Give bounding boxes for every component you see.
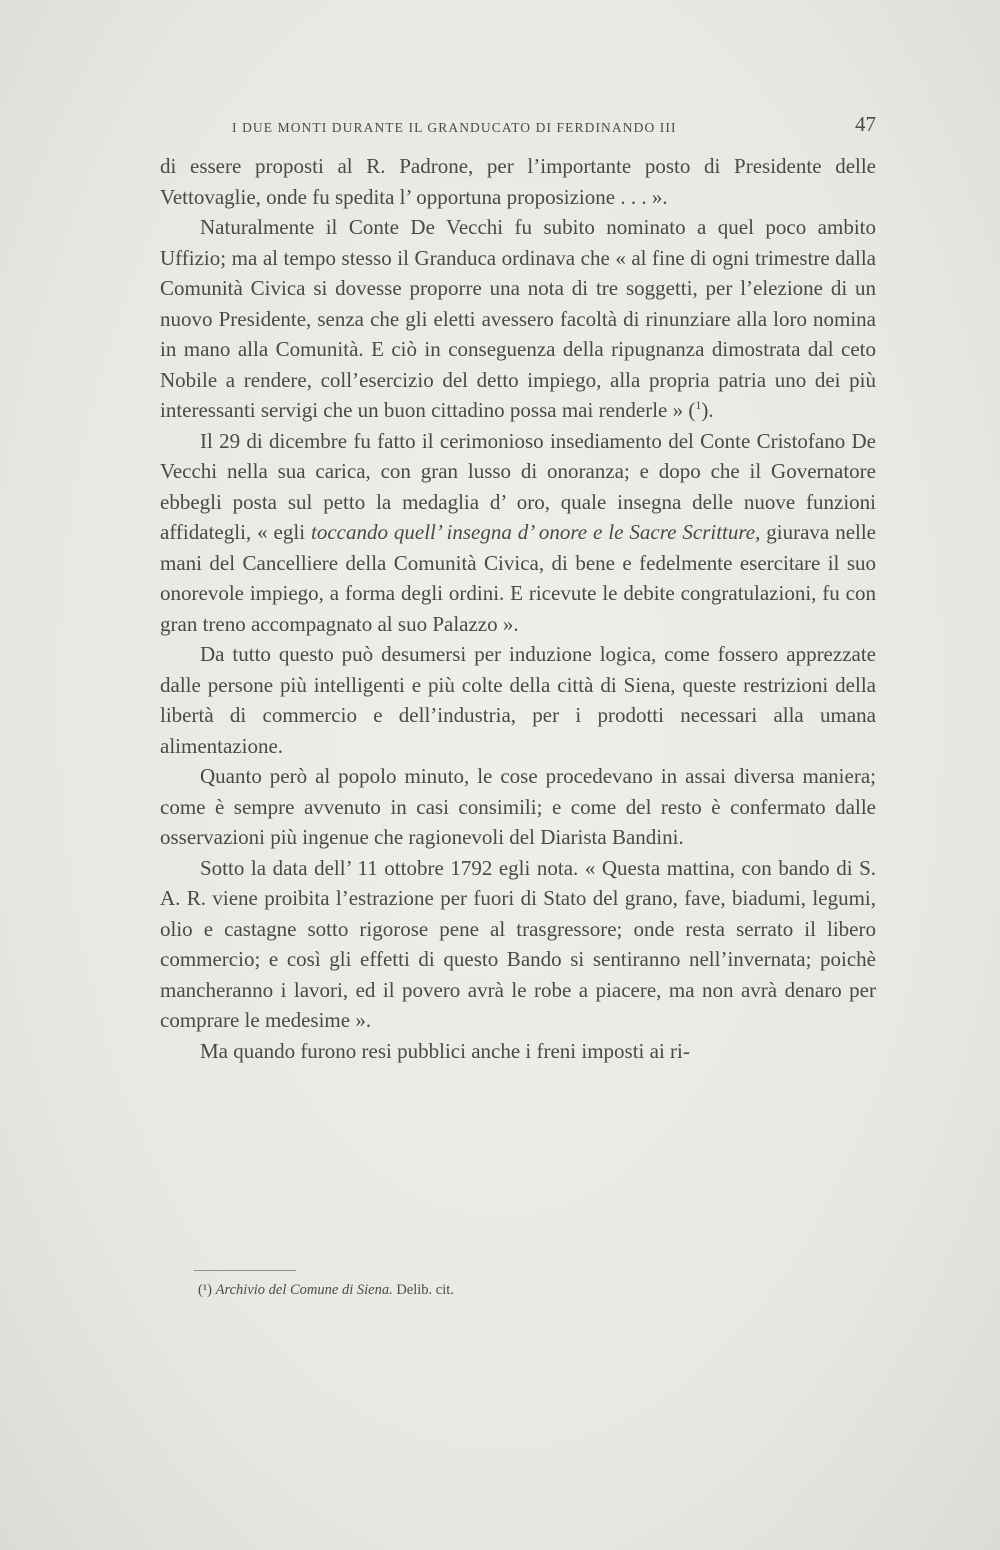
running-head [160, 112, 876, 142]
footnote-source: Archivio del Comune di Siena. [215, 1282, 393, 1298]
page-number: 47 [855, 112, 876, 136]
footnote-marker: (¹) [198, 1282, 213, 1298]
paragraph-3 [160, 426, 876, 640]
footnote-ref-text: Delib. cit. [396, 1282, 454, 1298]
paragraph-7: Ma quando furono resi pubblici anche i freni imposti ai ri- [200, 1038, 690, 1063]
paragraph-3-before: Il 29 di dicembre fu fatto il cerimonioso insediamento del Conte Cristofano De Vecchi nella sua carica, con gran lusso di onoranza; e dopo che il Governatore ebbegli posta sul petto la medaglia d’ oro, quale insegna delle nuove funzioni affidategli, « egli [160, 428, 876, 544]
paragraph-4: Da tutto questo può desumersi per induzione logica, come fossero apprezzate dalle persone più intelligenti e più colte della città di Siena, queste restrizioni della libertà di commercio e dell’industria, per i prodotti necessari alla umana alimentazione. [160, 642, 876, 758]
footnote [198, 1282, 858, 1299]
footnote-ref: 1 [695, 398, 702, 412]
paragraph-5: Quanto però al popolo minuto, le cose procedevano in assai diversa maniera; come è sempre avvenuto in casi consimili; e come del resto è confermato dalle osservazioni più ingenue che ragionevoli del Diarista Bandini. [160, 764, 876, 849]
paragraph-3-after: giurava nelle mani del Cancelliere della Comunità Civica, di bene e fedelmente esercitare il suo onorevole impiego, a forma degli ordini. E ricevute le debite congratulazioni, fu con gran treno accompagnato al suo Palazzo ». [160, 520, 877, 636]
paragraph-2 [160, 212, 876, 426]
running-title: I DUE MONTI DURANTE IL GRANDUCATO DI FERDINANDO III [232, 120, 677, 135]
paragraph-2-end: ). [701, 398, 714, 422]
paragraph-1: di essere proposti al R. Padrone, per l’importante posto di Presidente delle Vettovaglie, onde fu spedita l’ opportuna proposizione . . . ». [160, 154, 876, 209]
paragraph-6: Sotto la data dell’ 11 ottobre 1792 egli nota. « Questa mattina, con bando di S. A. R. viene proibita l’estrazione per fuori di Stato del grano, fave, biadumi, legumi, olio e castagne sotto rigorose pene al trasgressore; onde resta serrato il libero commercio; e così gli effetti di questo Bando si sentiranno nell’invernata; poichè mancheranno i lavori, ed il povero avrà le robe a piacere, ma non avrà denaro per comprare le medesime ». [160, 855, 876, 1032]
body-text [160, 151, 876, 1066]
footnote-divider [194, 1270, 296, 1271]
paragraph-3-italic: toccando quell’ insegna d’ onore e le Sacre Scritture, [310, 520, 761, 544]
paragraph-2-text: Naturalmente il Conte De Vecchi fu subito nominato a quel poco ambito Uffizio; ma al tempo stesso il Granduca ordinava che « al fine di ogni trimestre dalla Comunità Civica si dovesse proporre una nota di tre soggetti, per l’elezione di un nuovo Presidente, senza che gli eletti avessero facoltà di rinunziare alla loro nomina in mano alla Comunità. E ciò in conseguenza della ripugnanza dimostrata dal ceto Nobile a rendere, coll’esercizio del detto impiego, alla propria patria uno dei più interessanti servigi che un buon cittadino possa mai renderle » ( [160, 215, 876, 422]
